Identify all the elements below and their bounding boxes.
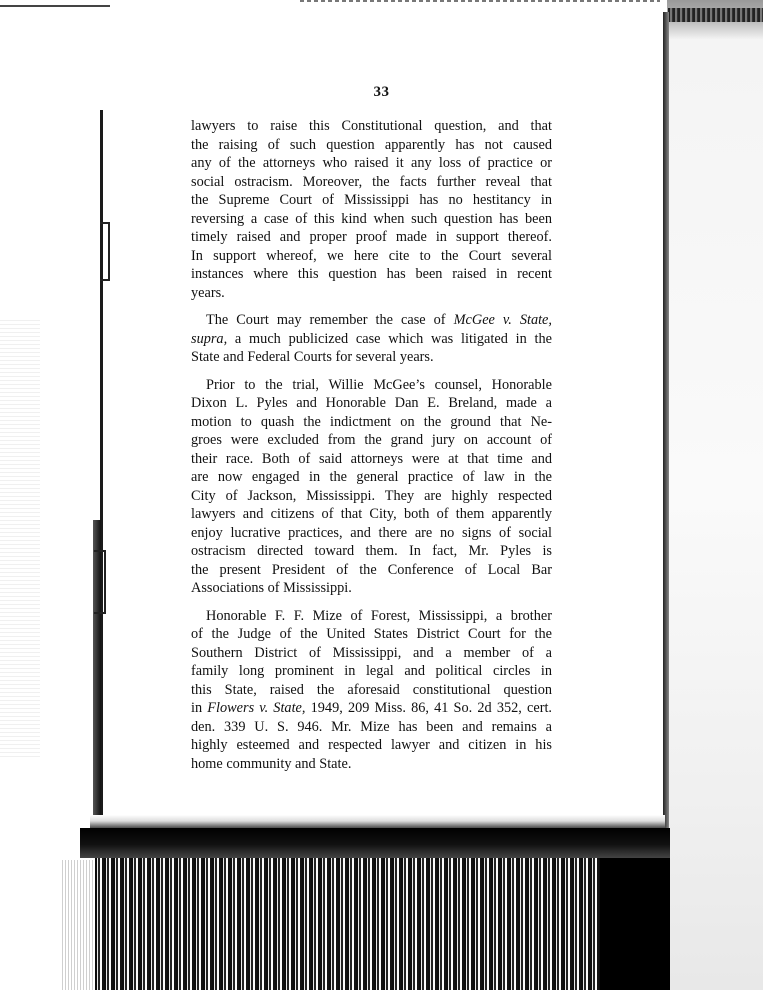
text-line <box>191 736 552 755</box>
text-run: City of Jackson, Mississippi. They are highly respected <box>191 487 552 504</box>
text-line <box>191 191 552 210</box>
text-run: State and Federal Courts for several years. <box>191 349 434 365</box>
text-line <box>191 173 552 192</box>
body-text <box>191 117 552 773</box>
scan-edge-artifact <box>300 0 660 2</box>
scan-margin-shadow <box>667 0 763 990</box>
text-run: instances where this question has been raised in recent <box>191 266 552 282</box>
page-stack-edges <box>95 858 665 990</box>
text-run: the Supreme Court of Mississippi has no hestitancy in <box>191 192 552 208</box>
text-run: den. 339 U. S. 946. Mr. Mize has been and remains a <box>191 718 552 735</box>
text-run: enjoy lucrative practices, and there are no signs of social <box>191 524 552 541</box>
text-run: 1949, 209 Miss. 86, 41 So. 2d 352, cert. <box>305 700 552 716</box>
text-line <box>191 699 552 718</box>
text-run: are now engaged in the general practice of law in the <box>191 469 552 485</box>
case-citation: McGee v. State, <box>453 312 552 328</box>
text-line <box>191 607 552 626</box>
text-run: highly esteemed and respected lawyer and citizen in his <box>191 737 552 753</box>
case-citation: supra, <box>191 330 228 347</box>
text-line <box>191 265 552 284</box>
case-citation: Flowers v. State, <box>207 700 306 716</box>
text-run: years. <box>191 284 225 301</box>
text-run: timely raised and proper proof made in support thereof. <box>191 229 552 245</box>
text-line <box>191 154 552 173</box>
text-line <box>191 311 552 330</box>
text-run: home community and State. <box>191 755 352 772</box>
paragraph <box>191 376 552 598</box>
binding-clip <box>94 550 106 614</box>
paragraph <box>191 607 552 774</box>
text-run: in <box>191 700 208 716</box>
text-run: Southern District of Mississippi, and a member of a <box>191 644 552 661</box>
text-run: Prior to the trial, Willie McGee’s counsel, Honorable <box>206 376 552 393</box>
text-line <box>191 247 552 266</box>
text-line <box>191 718 552 737</box>
text-line <box>191 210 552 229</box>
text-run: lawyers to raise this Constitutional question, and that <box>191 118 552 134</box>
text-line <box>191 136 552 155</box>
text-run: lawyers and citizens of that City, both of them apparently <box>191 506 552 522</box>
text-run: Dixon L. Pyles and Honorable Dan E. Breland, made a <box>191 395 552 411</box>
text-line <box>191 450 552 469</box>
text-run: social ostracism. Moreover, the facts further reveal that <box>191 173 552 190</box>
scan-noise <box>60 860 95 990</box>
text-run: a much publicized case which was litigated in the <box>227 330 552 347</box>
scan-edge-artifact <box>600 858 670 990</box>
text-run: motion to quash the indictment on the ground that Ne- <box>191 413 552 430</box>
text-run: Associations of Mississippi. <box>191 580 352 596</box>
text-line <box>191 117 552 136</box>
text-line <box>191 625 552 644</box>
binding-clip <box>100 222 110 281</box>
text-line <box>191 662 552 681</box>
text-line <box>191 284 552 303</box>
text-line <box>191 755 552 774</box>
text-line <box>191 505 552 524</box>
text-line <box>191 431 552 450</box>
text-run: reversing a case of this kind when such question has been <box>191 210 552 227</box>
text-line <box>191 579 552 598</box>
text-line <box>191 413 552 432</box>
text-run: the present President of the Conference of Local Bar <box>191 561 552 578</box>
text-run: ostracism directed toward them. In fact, Mr. Pyles is <box>191 543 552 559</box>
text-line <box>191 330 552 349</box>
text-run: any of the attorneys who raised it any loss of practice or <box>191 155 552 171</box>
text-line <box>191 681 552 700</box>
text-line <box>191 468 552 487</box>
text-line <box>191 376 552 395</box>
paragraph <box>191 117 552 302</box>
text-run: of the Judge of the United States District Court for the <box>191 626 552 642</box>
text-line <box>191 644 552 663</box>
text-line <box>191 394 552 413</box>
text-line <box>191 348 552 367</box>
paragraph <box>191 311 552 367</box>
text-run: In support whereof, we here cite to the Court several <box>191 247 552 264</box>
text-run: Honorable F. F. Mize of Forest, Mississippi, a brother <box>206 607 552 624</box>
text-run: the raising of such question apparently has not caused <box>191 136 552 153</box>
page-number: 33 <box>373 84 390 100</box>
text-line <box>191 228 552 247</box>
page-bottom-edge <box>80 828 670 858</box>
text-run: their race. Both of said attorneys were at that time and <box>191 450 552 467</box>
scan-edge-artifact <box>668 8 763 22</box>
scan-edge-artifact <box>0 5 110 7</box>
text-run: family long prominent in legal and political circles in <box>191 663 552 679</box>
text-line <box>191 542 552 561</box>
page-right-edge <box>663 12 669 842</box>
text-line <box>191 561 552 580</box>
text-run: groes were excluded from the grand jury on account of <box>191 432 552 448</box>
text-line <box>191 524 552 543</box>
scan-noise <box>0 320 40 760</box>
text-line <box>191 487 552 506</box>
text-run: The Court may remember the case of <box>206 312 454 328</box>
text-run: this State, raised the aforesaid constitutional question <box>191 681 552 698</box>
